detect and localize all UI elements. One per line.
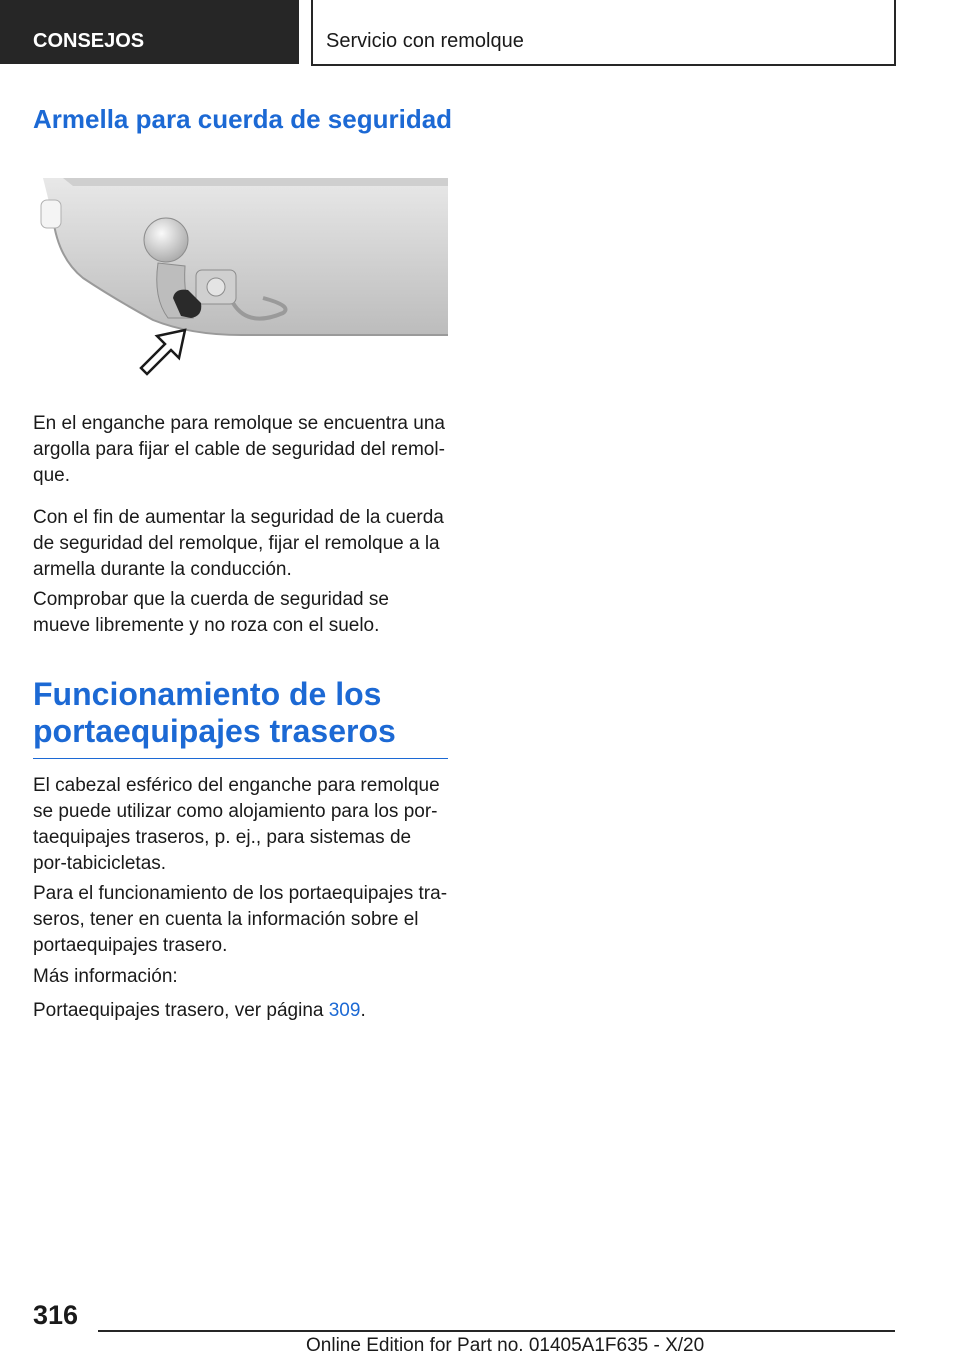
reference-line [33, 998, 448, 1024]
heading-rear-carrier: Funcionamiento de los portaequipajes traseros [33, 676, 448, 759]
paragraph: Comprobar que la cuerda de seguridad se mueve libremente y no roza con el suelo. [33, 589, 389, 636]
section-title: Servicio con remolque [326, 30, 524, 52]
heading-safety-eyelet: Armella para cuerda de seguridad [33, 104, 453, 134]
chapter-label: CONSEJOS [33, 30, 145, 52]
paragraph: Para el funcionamiento de los portaequipajes tra-seros, tener en cuenta la información sobre el portaequipajes trasero. [33, 883, 448, 956]
paragraph: Más información: [33, 966, 178, 987]
paragraph: En el enganche para remolque se encuentra una argolla para fijar el cable de seguridad del remol-que. [33, 413, 445, 486]
paragraph: El cabezal esférico del enganche para remolque se puede utilizar como alojamiento para los por-taequipajes traseros, p. ej., para sistemas de por-tabicicletas. [33, 775, 440, 874]
reference-suffix: . [360, 1000, 366, 1021]
edition-note: Online Edition for Part no. 01405A1F635 - X/20 [306, 1335, 705, 1356]
page-number: 316 [33, 1300, 79, 1330]
page-link[interactable]: 309 [328, 1000, 361, 1021]
reference-text: Portaequipajes trasero, ver página [33, 1000, 329, 1021]
tow-hook-illustration [33, 178, 448, 376]
chapter-tab [0, 0, 299, 64]
footer-divider [98, 1330, 895, 1332]
paragraph: Con el fin de aumentar la seguridad de la cuerda de seguridad del remolque, fijar el remolque a la armella durante la conducción. [33, 507, 444, 580]
